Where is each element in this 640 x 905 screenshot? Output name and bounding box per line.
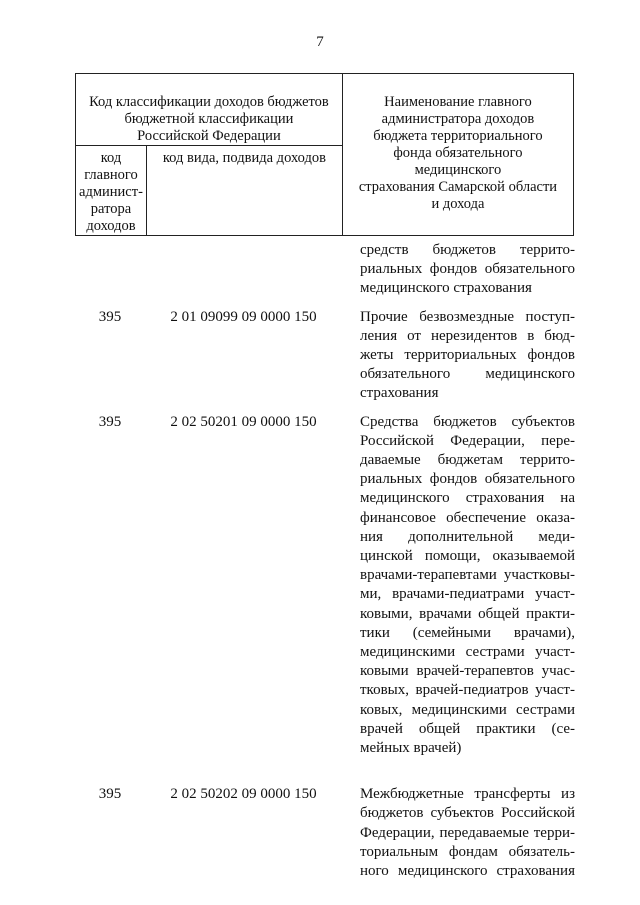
- name-line: обязательного медицинского: [360, 366, 575, 383]
- main-admin-code-header: [76, 146, 147, 236]
- name-line: ми, врачами-педиатрами участ-: [360, 586, 575, 603]
- header-line: фонда обязательного: [393, 145, 523, 161]
- header-line: страхования Самарской области: [358, 179, 558, 195]
- table-row: [75, 308, 575, 404]
- income-code-cell: 2 02 50201 09 0000 150: [170, 413, 317, 430]
- administrator-name-header: [342, 74, 573, 236]
- name-line: Российской Федерации, пере-: [360, 432, 575, 449]
- table-row: [75, 241, 575, 299]
- name-line: средств бюджетов террито-: [360, 242, 575, 258]
- name-line: ления от нерезидентов в бюд-: [360, 327, 575, 344]
- income-code-cell: [145, 241, 342, 299]
- header-line: и дохода: [431, 196, 485, 212]
- income-name-cell: [360, 308, 575, 404]
- classification-code-header: [76, 74, 343, 146]
- header-line: ратора: [90, 201, 132, 217]
- name-line: медицинскими сестрами участ-: [360, 644, 575, 661]
- name-line: ториальным фондам обязатель-: [360, 843, 575, 860]
- admin-code-cell: [75, 241, 145, 299]
- name-line: медицинского страхования: [360, 280, 532, 297]
- income-name-cell: [360, 413, 575, 759]
- header-line: админист-: [79, 184, 143, 200]
- table-header: [75, 73, 574, 236]
- table-row: [75, 413, 575, 759]
- name-line: Межбюджетные трансферты из: [360, 786, 575, 803]
- name-line: финансовое обеспечение оказа-: [360, 509, 575, 526]
- income-code-cell: 2 02 50202 09 0000 150: [170, 786, 317, 803]
- name-line: даваемые бюджетам террито-: [360, 452, 575, 469]
- name-line: Федерации, передаваемые терри-: [360, 824, 575, 841]
- name-line: Средства бюджетов субъектов: [360, 413, 575, 430]
- name-line: риальных фондов обязательного: [360, 471, 575, 488]
- name-line: ния дополнительной меди-: [360, 528, 575, 545]
- name-line: Прочие безвозмездные поступ-: [360, 308, 575, 325]
- name-line: мейных врачей): [360, 740, 462, 757]
- admin-code-cell: 395: [98, 308, 122, 325]
- table-body: [75, 241, 575, 881]
- name-line: цинской помощи, оказываемой: [360, 548, 575, 565]
- header-line: администратора доходов: [381, 111, 535, 127]
- page-number: 7: [316, 34, 324, 50]
- name-line: ковых, медицинскими сестрами: [360, 701, 575, 718]
- name-line: врачами-терапевтами участковы-: [360, 567, 575, 584]
- header-line: медицинского: [414, 162, 502, 178]
- header-line: Код классификации доходов бюджетов: [89, 94, 329, 110]
- header-line: Наименование главного: [384, 94, 532, 110]
- name-line: жеты территориальных фондов: [360, 347, 575, 364]
- header-line: доходов: [86, 218, 136, 234]
- name-line: тковых, врачей-педиатров участ-: [360, 682, 575, 699]
- income-code-cell: 2 01 09099 09 0000 150: [170, 308, 317, 325]
- header-line: код: [100, 150, 122, 166]
- name-line: врачей общей практики (се-: [360, 720, 575, 737]
- income-type-code-header: [146, 146, 342, 236]
- name-line: тики (семейными врачами),: [360, 624, 575, 641]
- admin-code-cell: 395: [98, 786, 122, 803]
- name-line: медицинского страхования на: [360, 490, 575, 507]
- name-line: ковыми, врачами общей практи-: [360, 605, 575, 622]
- name-line: риальных фондов обязательного: [360, 261, 575, 278]
- name-line: бюджетов субъектов Российской: [360, 805, 575, 822]
- header-line: код вида, подвида доходов: [162, 150, 326, 166]
- income-name-cell: [360, 785, 575, 881]
- income-name-cell: [360, 241, 575, 299]
- name-line: ковыми врачей-терапевтов учас-: [360, 663, 575, 680]
- name-line: страхования: [360, 385, 439, 402]
- table-row: [75, 785, 575, 881]
- header-line: Российской Федерации: [137, 128, 281, 144]
- header-line: бюджетной классификации: [124, 111, 294, 127]
- admin-code-cell: 395: [98, 413, 122, 430]
- name-line: ного медицинского страхования: [360, 863, 575, 880]
- header-line: бюджета территориального: [373, 128, 543, 144]
- header-line: главного: [84, 167, 138, 183]
